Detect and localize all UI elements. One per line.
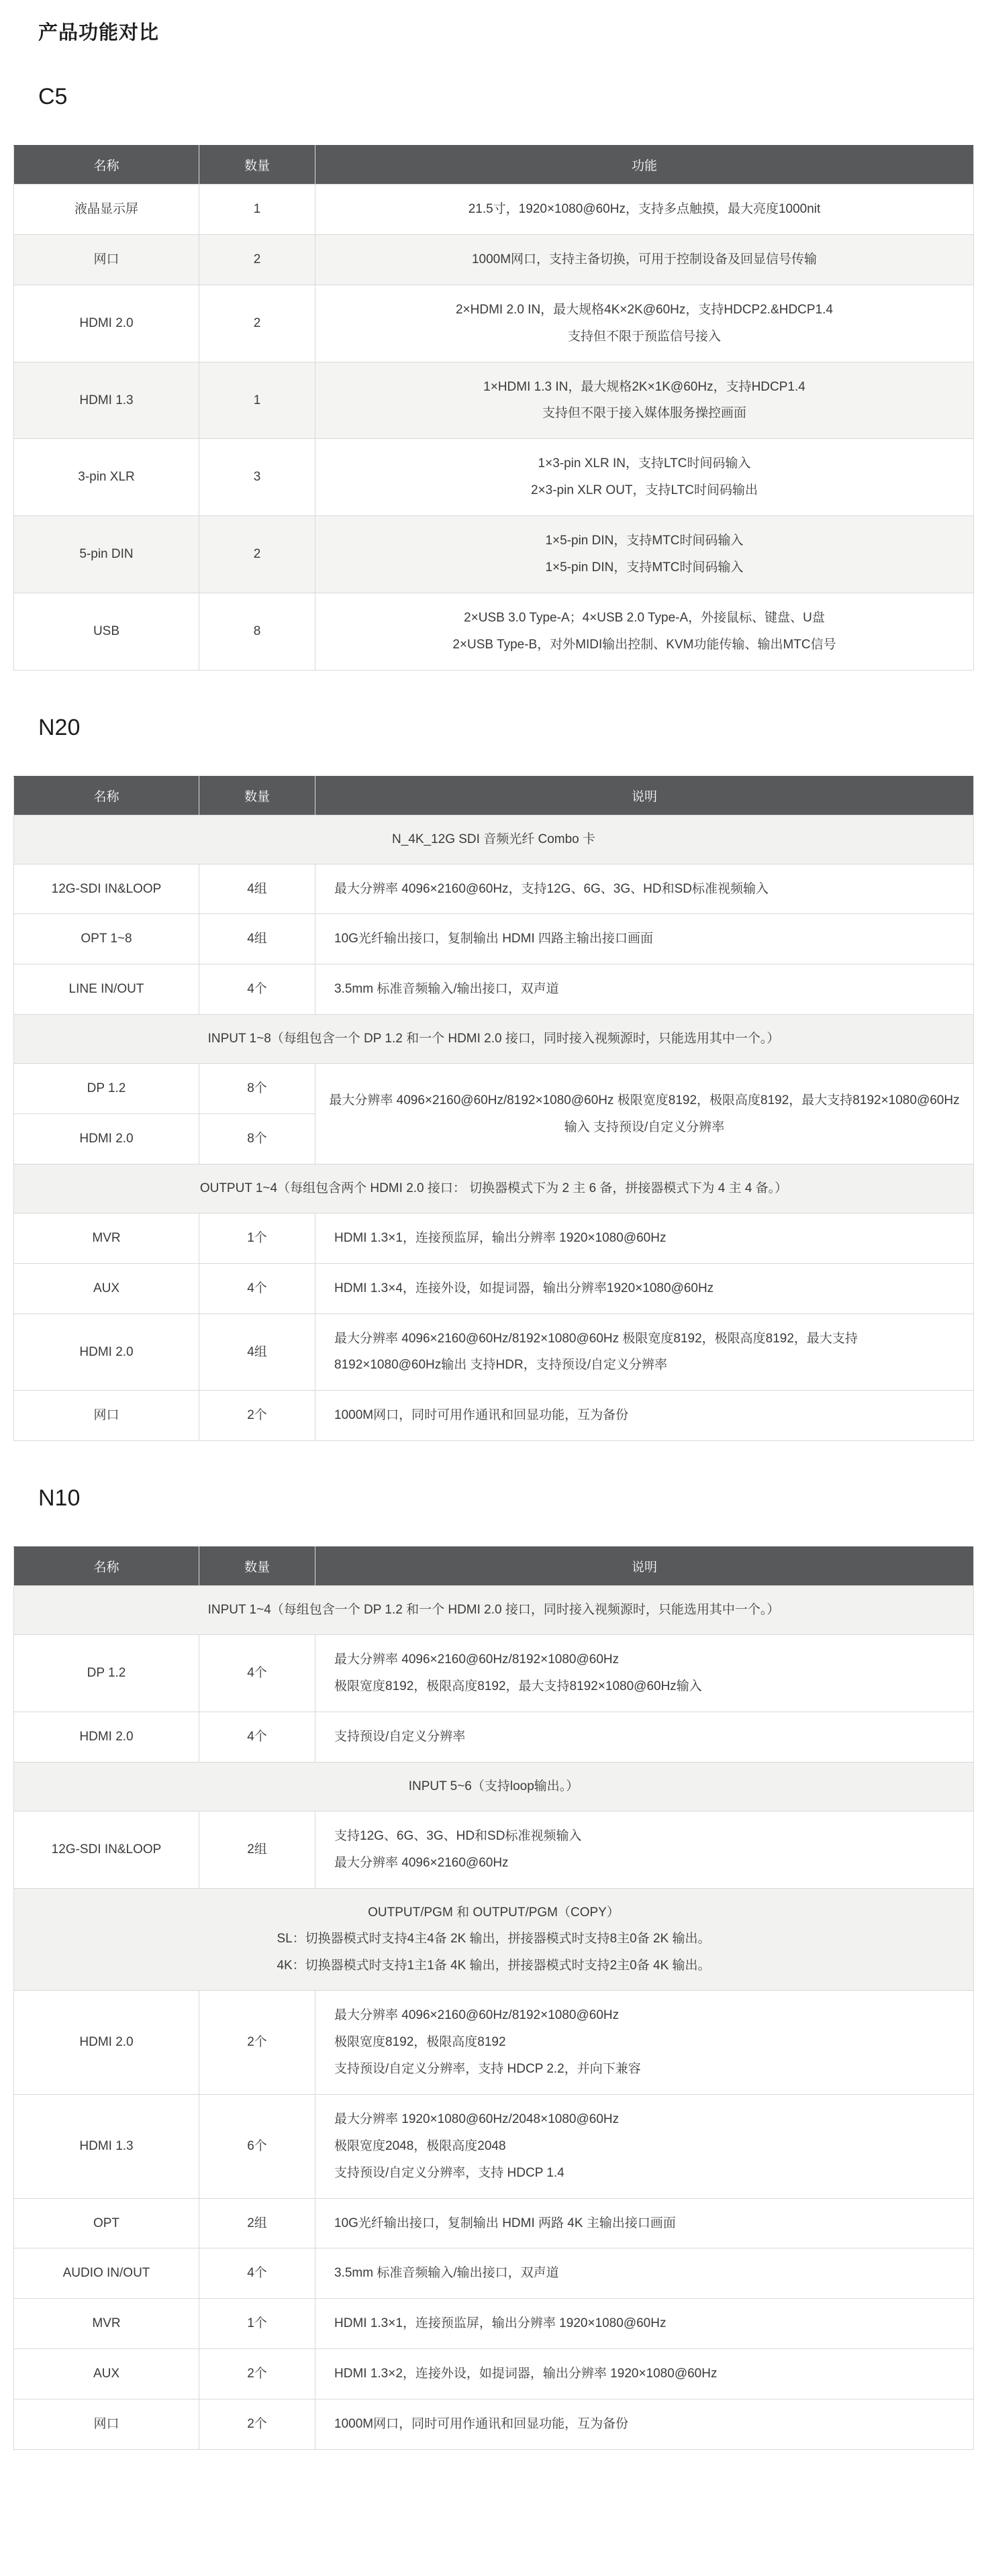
section-cell bbox=[14, 815, 974, 864]
page-title: 产品功能对比 bbox=[38, 22, 160, 44]
column-header: 名称 bbox=[14, 1547, 199, 1586]
table-row bbox=[14, 1064, 974, 1114]
row-name-cell: HDMI 1.3 bbox=[14, 362, 199, 439]
row-name-cell: DP 1.2 bbox=[14, 1635, 199, 1712]
table-body bbox=[14, 1586, 974, 2450]
spec-table bbox=[13, 776, 974, 1442]
desc-text: 支持预设/自定义分辨率，支持 HDCP 1.4 bbox=[334, 2165, 564, 2180]
row-name-cell: USB bbox=[14, 593, 199, 670]
row-name-cell: 12G-SDI IN&LOOP bbox=[14, 864, 199, 914]
row-desc-cell bbox=[315, 439, 974, 516]
row-desc-cell bbox=[315, 1064, 974, 1165]
table-row bbox=[14, 2094, 974, 2198]
spec-table bbox=[13, 145, 974, 671]
row-name-cell: OPT bbox=[14, 2198, 199, 2248]
tables-root bbox=[13, 84, 973, 2450]
section-row bbox=[14, 1586, 974, 1635]
model-section-n10 bbox=[13, 1485, 973, 2450]
row-qty-cell: 3 bbox=[199, 439, 315, 516]
row-name-cell: HDMI 2.0 bbox=[14, 285, 199, 362]
desc-text: 最大分辨率 4096×2160@60Hz/8192×1080@60Hz bbox=[334, 1652, 620, 1667]
row-name-cell: MVR bbox=[14, 1213, 199, 1263]
row-desc-cell bbox=[315, 914, 974, 964]
column-header: 说明 bbox=[315, 776, 974, 815]
desc-text: 支持12G、6G、3G、HD和SD标准视频输入 bbox=[334, 1828, 582, 1843]
row-qty-cell: 1 bbox=[199, 362, 315, 439]
desc-text: 支持预设/自定义分辨率 bbox=[334, 1729, 466, 1744]
row-qty-cell: 2 bbox=[199, 234, 315, 285]
row-qty-cell: 2组 bbox=[199, 1811, 315, 1888]
row-qty-cell: 4个 bbox=[199, 1263, 315, 1314]
desc-text: 1×5-pin DIN，支持MTC时间码输入 bbox=[545, 560, 744, 575]
table-row bbox=[14, 1391, 974, 1441]
header-row bbox=[14, 1547, 974, 1586]
row-desc-cell bbox=[315, 185, 974, 235]
row-qty-cell: 2个 bbox=[199, 2399, 315, 2450]
table-row bbox=[14, 1635, 974, 1712]
row-name-cell: AUDIO IN/OUT bbox=[14, 2248, 199, 2299]
row-desc-cell bbox=[315, 1635, 974, 1712]
desc-text: 极限宽度2048，极限高度2048 bbox=[334, 2138, 506, 2153]
desc-text: 最大分辨率 4096×2160@60Hz/8192×1080@60Hz 极限宽度8192，极限高度8192，最大支持8192×1080@60Hz输入 支持预设/自定义分辨率 bbox=[329, 1093, 960, 1134]
table-row bbox=[14, 185, 974, 235]
table-row bbox=[14, 593, 974, 670]
section-row bbox=[14, 1164, 974, 1213]
row-qty-cell: 1个 bbox=[199, 1213, 315, 1263]
row-name-cell: 3-pin XLR bbox=[14, 439, 199, 516]
column-header: 名称 bbox=[14, 146, 199, 185]
row-name-cell: HDMI 2.0 bbox=[14, 1114, 199, 1165]
row-qty-cell: 8个 bbox=[199, 1064, 315, 1114]
row-qty-cell: 4个 bbox=[199, 2248, 315, 2299]
table-row bbox=[14, 362, 974, 439]
table-row bbox=[14, 2399, 974, 2450]
table-row bbox=[14, 864, 974, 914]
table-head bbox=[14, 146, 974, 185]
section-row bbox=[14, 1015, 974, 1064]
row-desc-cell bbox=[315, 964, 974, 1015]
section-cell bbox=[14, 1888, 974, 1991]
section-text: N_4K_12G SDI 音频光纤 Combo 卡 bbox=[391, 832, 596, 846]
row-desc-cell bbox=[315, 1314, 974, 1391]
section-text: INPUT 1~8（每组包含一个 DP 1.2 和一个 HDMI 2.0 接口，同时接入视频源时，只能选用其中一个。） bbox=[207, 1032, 780, 1046]
row-qty-cell: 2 bbox=[199, 285, 315, 362]
row-name-cell: 液晶显示屏 bbox=[14, 185, 199, 235]
header-row bbox=[14, 776, 974, 815]
desc-text: HDMI 1.3×1，连接预监屏，输出分辨率 1920×1080@60Hz bbox=[334, 1230, 667, 1245]
row-qty-cell: 2 bbox=[199, 516, 315, 593]
desc-text: 极限宽度8192，极限高度8192 bbox=[334, 2035, 506, 2050]
column-header: 名称 bbox=[14, 776, 199, 815]
desc-text: 支持预设/自定义分辨率，支持 HDCP 2.2，并向下兼容 bbox=[334, 2061, 641, 2076]
desc-text: 最大分辨率 4096×2160@60Hz，支持12G、6G、3G、HD和SD标准视频输入 bbox=[334, 881, 769, 896]
row-desc-cell bbox=[315, 2248, 974, 2299]
row-desc-cell bbox=[315, 516, 974, 593]
column-header: 数量 bbox=[199, 146, 315, 185]
desc-text: 3.5mm 标准音频输入/输出接口，双声道 bbox=[334, 982, 559, 997]
row-qty-cell: 4个 bbox=[199, 1635, 315, 1712]
section-cell bbox=[14, 1164, 974, 1213]
row-qty-cell: 2个 bbox=[199, 1991, 315, 2095]
desc-text: 1×5-pin DIN，支持MTC时间码输入 bbox=[545, 534, 744, 548]
table-row bbox=[14, 234, 974, 285]
desc-text: HDMI 1.3×4，连接外设，如提词器，输出分辨率1920×1080@60Hz bbox=[334, 1281, 714, 1295]
row-qty-cell: 2个 bbox=[199, 2349, 315, 2399]
row-desc-cell bbox=[315, 2198, 974, 2248]
row-name-cell: 5-pin DIN bbox=[14, 516, 199, 593]
section-text: 4K：切换器模式时支持1主1备 4K 输出，拼接器模式时支持2主0备 4K 输出。 bbox=[277, 1959, 711, 1973]
section-cell bbox=[14, 1762, 974, 1811]
section-text: INPUT 5~6（支持loop输出。） bbox=[408, 1779, 579, 1793]
row-desc-cell bbox=[315, 2399, 974, 2450]
row-name-cell: 网口 bbox=[14, 234, 199, 285]
desc-text: 1000M网口，同时可用作通讯和回显功能，互为备份 bbox=[334, 1408, 629, 1423]
table-row bbox=[14, 439, 974, 516]
desc-text: HDMI 1.3×2，连接外设，如提词器，输出分辨率 1920×1080@60Hz bbox=[334, 2367, 718, 2381]
section-row bbox=[14, 1888, 974, 1991]
row-qty-cell: 4个 bbox=[199, 964, 315, 1015]
row-qty-cell: 4组 bbox=[199, 1314, 315, 1391]
section-row bbox=[14, 1762, 974, 1811]
row-name-cell: 网口 bbox=[14, 2399, 199, 2450]
row-name-cell: MVR bbox=[14, 2299, 199, 2349]
section-text: OUTPUT 1~4（每组包含两个 HDMI 2.0 接口： 切换器模式下为 2 主 6 备，拼接器模式下为 4 主 4 备。） bbox=[199, 1181, 788, 1195]
spec-table bbox=[13, 1546, 974, 2450]
model-section-c5 bbox=[13, 84, 973, 671]
row-qty-cell: 4组 bbox=[199, 914, 315, 964]
column-header: 数量 bbox=[199, 1547, 315, 1586]
table-row bbox=[14, 516, 974, 593]
row-name-cell: AUX bbox=[14, 1263, 199, 1314]
model-section-n20 bbox=[13, 715, 973, 1442]
column-header: 功能 bbox=[315, 146, 974, 185]
row-name-cell: AUX bbox=[14, 2349, 199, 2399]
row-qty-cell: 6个 bbox=[199, 2094, 315, 2198]
desc-text: 2×USB 3.0 Type-A；4×USB 2.0 Type-A，外接鼠标、键盘、U盘 bbox=[464, 610, 825, 625]
desc-text: 21.5寸，1920×1080@60Hz，支持多点触摸，最大亮度1000nit bbox=[468, 202, 821, 216]
row-qty-cell: 1 bbox=[199, 185, 315, 235]
row-qty-cell: 8个 bbox=[199, 1114, 315, 1165]
desc-text: 1000M网口，同时可用作通讯和回显功能，互为备份 bbox=[334, 2417, 629, 2432]
section-text: INPUT 1~4（每组包含一个 DP 1.2 和一个 HDMI 2.0 接口，同时接入视频源时，只能选用其中一个。） bbox=[207, 1603, 780, 1618]
row-name-cell: OPT 1~8 bbox=[14, 914, 199, 964]
desc-text: 3.5mm 标准音频输入/输出接口，双声道 bbox=[334, 2266, 559, 2281]
table-row bbox=[14, 1263, 974, 1314]
table-row bbox=[14, 914, 974, 964]
desc-text: 最大分辨率 4096×2160@60Hz bbox=[334, 1855, 509, 1870]
row-desc-cell bbox=[315, 1712, 974, 1762]
desc-text: 最大分辨率 4096×2160@60Hz/8192×1080@60Hz 极限宽度8192，极限高度8192，最大支持8192×1080@60Hz输出 支持HDR，支持预设/自定义分辨率 bbox=[334, 1331, 858, 1373]
model-heading: N10 bbox=[38, 1485, 81, 1512]
row-desc-cell bbox=[315, 1811, 974, 1888]
table-row bbox=[14, 285, 974, 362]
desc-text: 1000M网口，支持主备切换，可用于控制设备及回显信号传输 bbox=[471, 252, 818, 266]
row-desc-cell bbox=[315, 234, 974, 285]
row-name-cell: HDMI 1.3 bbox=[14, 2094, 199, 2198]
row-desc-cell bbox=[315, 1213, 974, 1263]
table-row bbox=[14, 1991, 974, 2095]
model-heading: C5 bbox=[38, 84, 68, 109]
column-header: 说明 bbox=[315, 1547, 974, 1586]
desc-text: 最大分辨率 1920×1080@60Hz/2048×1080@60Hz bbox=[334, 2112, 620, 2126]
row-desc-cell bbox=[315, 2349, 974, 2399]
row-desc-cell bbox=[315, 1991, 974, 2095]
row-desc-cell bbox=[315, 1263, 974, 1314]
row-qty-cell: 4组 bbox=[199, 864, 315, 914]
desc-text: 支持但不限于预监信号接入 bbox=[567, 329, 721, 344]
row-name-cell: 网口 bbox=[14, 1391, 199, 1441]
row-qty-cell: 1个 bbox=[199, 2299, 315, 2349]
table-head bbox=[14, 776, 974, 815]
desc-text: 2×3-pin XLR OUT，支持LTC时间码输出 bbox=[530, 483, 758, 498]
desc-text: 最大分辨率 4096×2160@60Hz/8192×1080@60Hz bbox=[334, 2008, 620, 2023]
section-text: OUTPUT/PGM 和 OUTPUT/PGM（COPY） bbox=[368, 1905, 620, 1920]
row-qty-cell: 2个 bbox=[199, 1391, 315, 1441]
table-row bbox=[14, 2248, 974, 2299]
desc-text: 支持但不限于接入媒体服务操控画面 bbox=[542, 406, 746, 421]
row-qty-cell: 8 bbox=[199, 593, 315, 670]
row-name-cell: DP 1.2 bbox=[14, 1064, 199, 1114]
row-name-cell: 12G-SDI IN&LOOP bbox=[14, 1811, 199, 1888]
column-header: 数量 bbox=[199, 776, 315, 815]
row-desc-cell bbox=[315, 362, 974, 439]
desc-text: 2×USB Type-B，对外MIDI输出控制、KVM功能传输、输出MTC信号 bbox=[452, 637, 836, 652]
table-row bbox=[14, 1712, 974, 1762]
section-text: SL：切换器模式时支持4主4备 2K 输出，拼接器模式时支持8主0备 2K 输出。 bbox=[277, 1932, 711, 1946]
table-row bbox=[14, 1213, 974, 1263]
table-row bbox=[14, 1314, 974, 1391]
row-desc-cell bbox=[315, 2299, 974, 2349]
header-row bbox=[14, 146, 974, 185]
desc-text: 1×3-pin XLR IN，支持LTC时间码输入 bbox=[538, 456, 751, 471]
table-head bbox=[14, 1547, 974, 1586]
row-name-cell: HDMI 2.0 bbox=[14, 1314, 199, 1391]
section-row bbox=[14, 815, 974, 864]
row-desc-cell bbox=[315, 593, 974, 670]
table-body bbox=[14, 185, 974, 671]
table-row bbox=[14, 964, 974, 1015]
desc-text: HDMI 1.3×1，连接预监屏，输出分辨率 1920×1080@60Hz bbox=[334, 2316, 667, 2331]
desc-text: 1×HDMI 1.3 IN，最大规格2K×1K@60Hz，支持HDCP1.4 bbox=[483, 379, 805, 394]
row-desc-cell bbox=[315, 1391, 974, 1441]
model-heading: N20 bbox=[38, 714, 81, 740]
desc-text: 2×HDMI 2.0 IN，最大规格4K×2K@60Hz，支持HDCP2.&HDCP1.4 bbox=[455, 302, 833, 317]
section-cell bbox=[14, 1586, 974, 1635]
row-qty-cell: 4个 bbox=[199, 1712, 315, 1762]
table-row bbox=[14, 1811, 974, 1888]
row-name-cell: HDMI 2.0 bbox=[14, 1991, 199, 2095]
row-desc-cell bbox=[315, 864, 974, 914]
section-cell bbox=[14, 1015, 974, 1064]
row-qty-cell: 2组 bbox=[199, 2198, 315, 2248]
table-row bbox=[14, 2299, 974, 2349]
table-row bbox=[14, 2198, 974, 2248]
row-name-cell: LINE IN/OUT bbox=[14, 964, 199, 1015]
table-body bbox=[14, 815, 974, 1441]
row-name-cell: HDMI 2.0 bbox=[14, 1712, 199, 1762]
desc-text: 10G光纤输出接口，复制输出 HDMI 两路 4K 主输出接口画面 bbox=[334, 2216, 676, 2230]
row-desc-cell bbox=[315, 2094, 974, 2198]
row-desc-cell bbox=[315, 285, 974, 362]
desc-text: 极限宽度8192，极限高度8192，最大支持8192×1080@60Hz输入 bbox=[334, 1679, 702, 1694]
desc-text: 10G光纤输出接口，复制输出 HDMI 四路主输出接口画面 bbox=[334, 932, 654, 946]
table-row bbox=[14, 2349, 974, 2399]
